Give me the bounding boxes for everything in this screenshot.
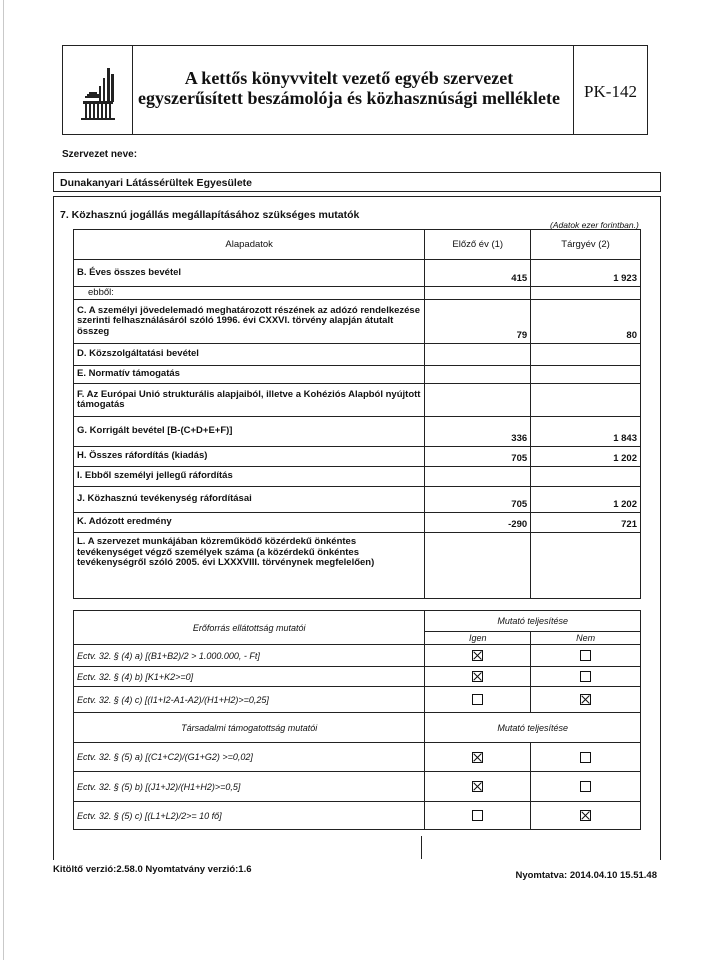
checkbox-yes-empty bbox=[472, 694, 483, 705]
indicator-row bbox=[74, 667, 641, 687]
row-label: G. Korrigált bevétel [B-(C+D+E+F)] bbox=[74, 417, 425, 447]
indicator-row bbox=[74, 802, 641, 830]
value-previous bbox=[425, 533, 531, 599]
table-row bbox=[74, 260, 641, 287]
organization-label: Szervezet neve: bbox=[62, 149, 138, 160]
form-title-line-2: egyszerűsített beszámolója és közhasznúsági melléklete bbox=[138, 88, 560, 108]
indicator-label: Ectv. 32. § (4) c) [(I1+I2-A1-A2)/(H1+H2)>=0,25] bbox=[74, 687, 425, 713]
indicator-row bbox=[74, 772, 641, 802]
software-version: Kitöltő verzió:2.58.0 Nyomtatvány verzió:1.6 bbox=[53, 864, 252, 875]
header-current-year: Tárgyév (2) bbox=[531, 230, 641, 260]
checkbox-yes-checked bbox=[472, 650, 483, 661]
checkbox-no-empty bbox=[580, 781, 591, 792]
checkbox-no-empty bbox=[580, 752, 591, 763]
value-previous: 79 bbox=[425, 300, 531, 344]
form-title bbox=[133, 46, 565, 134]
table-row bbox=[74, 366, 641, 384]
yes-header: Igen bbox=[425, 632, 531, 645]
column-divider bbox=[421, 836, 422, 859]
indicator-row bbox=[74, 743, 641, 772]
value-previous: 336 bbox=[425, 417, 531, 447]
indicator-label: Ectv. 32. § (4) a) [(B1+B2)/2 > 1.000.000, - Ft] bbox=[74, 645, 425, 667]
basic-data-table bbox=[73, 229, 641, 599]
value-current: 80 bbox=[531, 300, 641, 344]
row-label: ebből: bbox=[74, 287, 425, 300]
resources-title: Erőforrás ellátottság mutatói bbox=[74, 611, 425, 645]
row-label: C. A személyi jövedelemadó meghatározott részének az adózó rendelkezése szerinti felhasználásáról szóló 1996. évi CXXVI. törvény alapján átutalt összeg bbox=[74, 300, 425, 344]
table-row bbox=[74, 384, 641, 417]
table-row bbox=[74, 417, 641, 447]
form-header bbox=[62, 45, 648, 135]
indicator-row bbox=[74, 687, 641, 713]
checkbox-yes-empty bbox=[472, 810, 483, 821]
value-previous: 415 bbox=[425, 260, 531, 287]
value-previous: 705 bbox=[425, 447, 531, 467]
value-previous: -290 bbox=[425, 513, 531, 533]
coat-of-arms-logo bbox=[63, 46, 133, 134]
indicator-label: Ectv. 32. § (4) b) [K1+K2>=0] bbox=[74, 667, 425, 687]
table-row bbox=[74, 467, 641, 487]
row-label: D. Közszolgáltatási bevétel bbox=[74, 344, 425, 366]
checkbox-yes-checked bbox=[472, 752, 483, 763]
organization-name-field: Dunakanyari Látássérültek Egyesülete bbox=[53, 172, 661, 192]
value-current bbox=[531, 467, 641, 487]
table-row bbox=[74, 533, 641, 599]
value-previous bbox=[425, 384, 531, 417]
value-current bbox=[531, 366, 641, 384]
social-header-row bbox=[74, 713, 641, 743]
row-label: K. Adózott eredmény bbox=[74, 513, 425, 533]
indicator-table bbox=[73, 610, 641, 830]
row-label: B. Éves összes bevétel bbox=[74, 260, 425, 287]
value-current bbox=[531, 287, 641, 300]
table-row bbox=[74, 344, 641, 366]
resources-header-row bbox=[74, 611, 641, 632]
row-label: I. Ebből személyi jellegű ráfordítás bbox=[74, 467, 425, 487]
indicator-label: Ectv. 32. § (5) a) [(C1+C2)/(G1+G2) >=0,02] bbox=[74, 743, 425, 772]
social-fulfilment-header: Mutató teljesítése bbox=[425, 713, 641, 743]
checkbox-no-empty bbox=[580, 650, 591, 661]
indicator-row bbox=[74, 645, 641, 667]
row-label: H. Összes ráfordítás (kiadás) bbox=[74, 447, 425, 467]
table-row bbox=[74, 447, 641, 467]
header-previous-year: Előző év (1) bbox=[425, 230, 531, 260]
checkbox-yes-checked bbox=[472, 671, 483, 682]
row-label: L. A szervezet munkájában közreműködő közérdekű önkéntes tevékenységet végző személyek száma (a közérdekű önkéntes tevékenységről szóló 2005. évi LXXXVIII. törvénynek megfelelően) bbox=[74, 533, 425, 599]
checkbox-no-checked bbox=[580, 694, 591, 705]
table-header-row bbox=[74, 230, 641, 260]
checkbox-no-checked bbox=[580, 810, 591, 821]
social-title: Társadalmi támogatottság mutatói bbox=[74, 713, 425, 743]
table-row bbox=[74, 487, 641, 513]
value-previous bbox=[425, 344, 531, 366]
no-header: Nem bbox=[531, 632, 641, 645]
building-emblem-icon bbox=[63, 46, 131, 133]
value-previous bbox=[425, 366, 531, 384]
value-current: 721 bbox=[531, 513, 641, 533]
form-code: PK-142 bbox=[573, 46, 647, 134]
value-current bbox=[531, 384, 641, 417]
value-current: 1 923 bbox=[531, 260, 641, 287]
unit-note: (Adatok ezer forintban.) bbox=[550, 220, 639, 230]
checkbox-yes-checked bbox=[472, 781, 483, 792]
table-row bbox=[74, 287, 641, 300]
value-current bbox=[531, 344, 641, 366]
value-current: 1 202 bbox=[531, 487, 641, 513]
row-label: J. Közhasznú tevékenység ráfordításai bbox=[74, 487, 425, 513]
indicator-label: Ectv. 32. § (5) b) [(J1+J2)/(H1+H2)>=0,5] bbox=[74, 772, 425, 802]
scan-edge bbox=[3, 0, 4, 960]
indicator-label: Ectv. 32. § (5) c) [(L1+L2)/2>= 10 fő] bbox=[74, 802, 425, 830]
value-previous: 705 bbox=[425, 487, 531, 513]
print-timestamp: Nyomtatva: 2014.04.10 15.51.48 bbox=[515, 870, 657, 881]
row-label: E. Normatív támogatás bbox=[74, 366, 425, 384]
value-previous bbox=[425, 467, 531, 487]
resources-fulfilment-header: Mutató teljesítése bbox=[425, 611, 641, 632]
table-row bbox=[74, 300, 641, 344]
section-title: 7. Közhasznú jogállás megállapításához szükséges mutatók bbox=[60, 209, 360, 221]
checkbox-no-empty bbox=[580, 671, 591, 682]
value-current bbox=[531, 533, 641, 599]
form-title-line-1: A kettős könyvvitelt vezető egyéb szervezet bbox=[184, 68, 514, 88]
value-current: 1 202 bbox=[531, 447, 641, 467]
header-basic-data: Alapadatok bbox=[74, 230, 425, 260]
value-current: 1 843 bbox=[531, 417, 641, 447]
table-row bbox=[74, 513, 641, 533]
value-previous bbox=[425, 287, 531, 300]
row-label: F. Az Európai Unió strukturális alapjaiból, illetve a Kohéziós Alapból nyújtott támogatás bbox=[74, 384, 425, 417]
